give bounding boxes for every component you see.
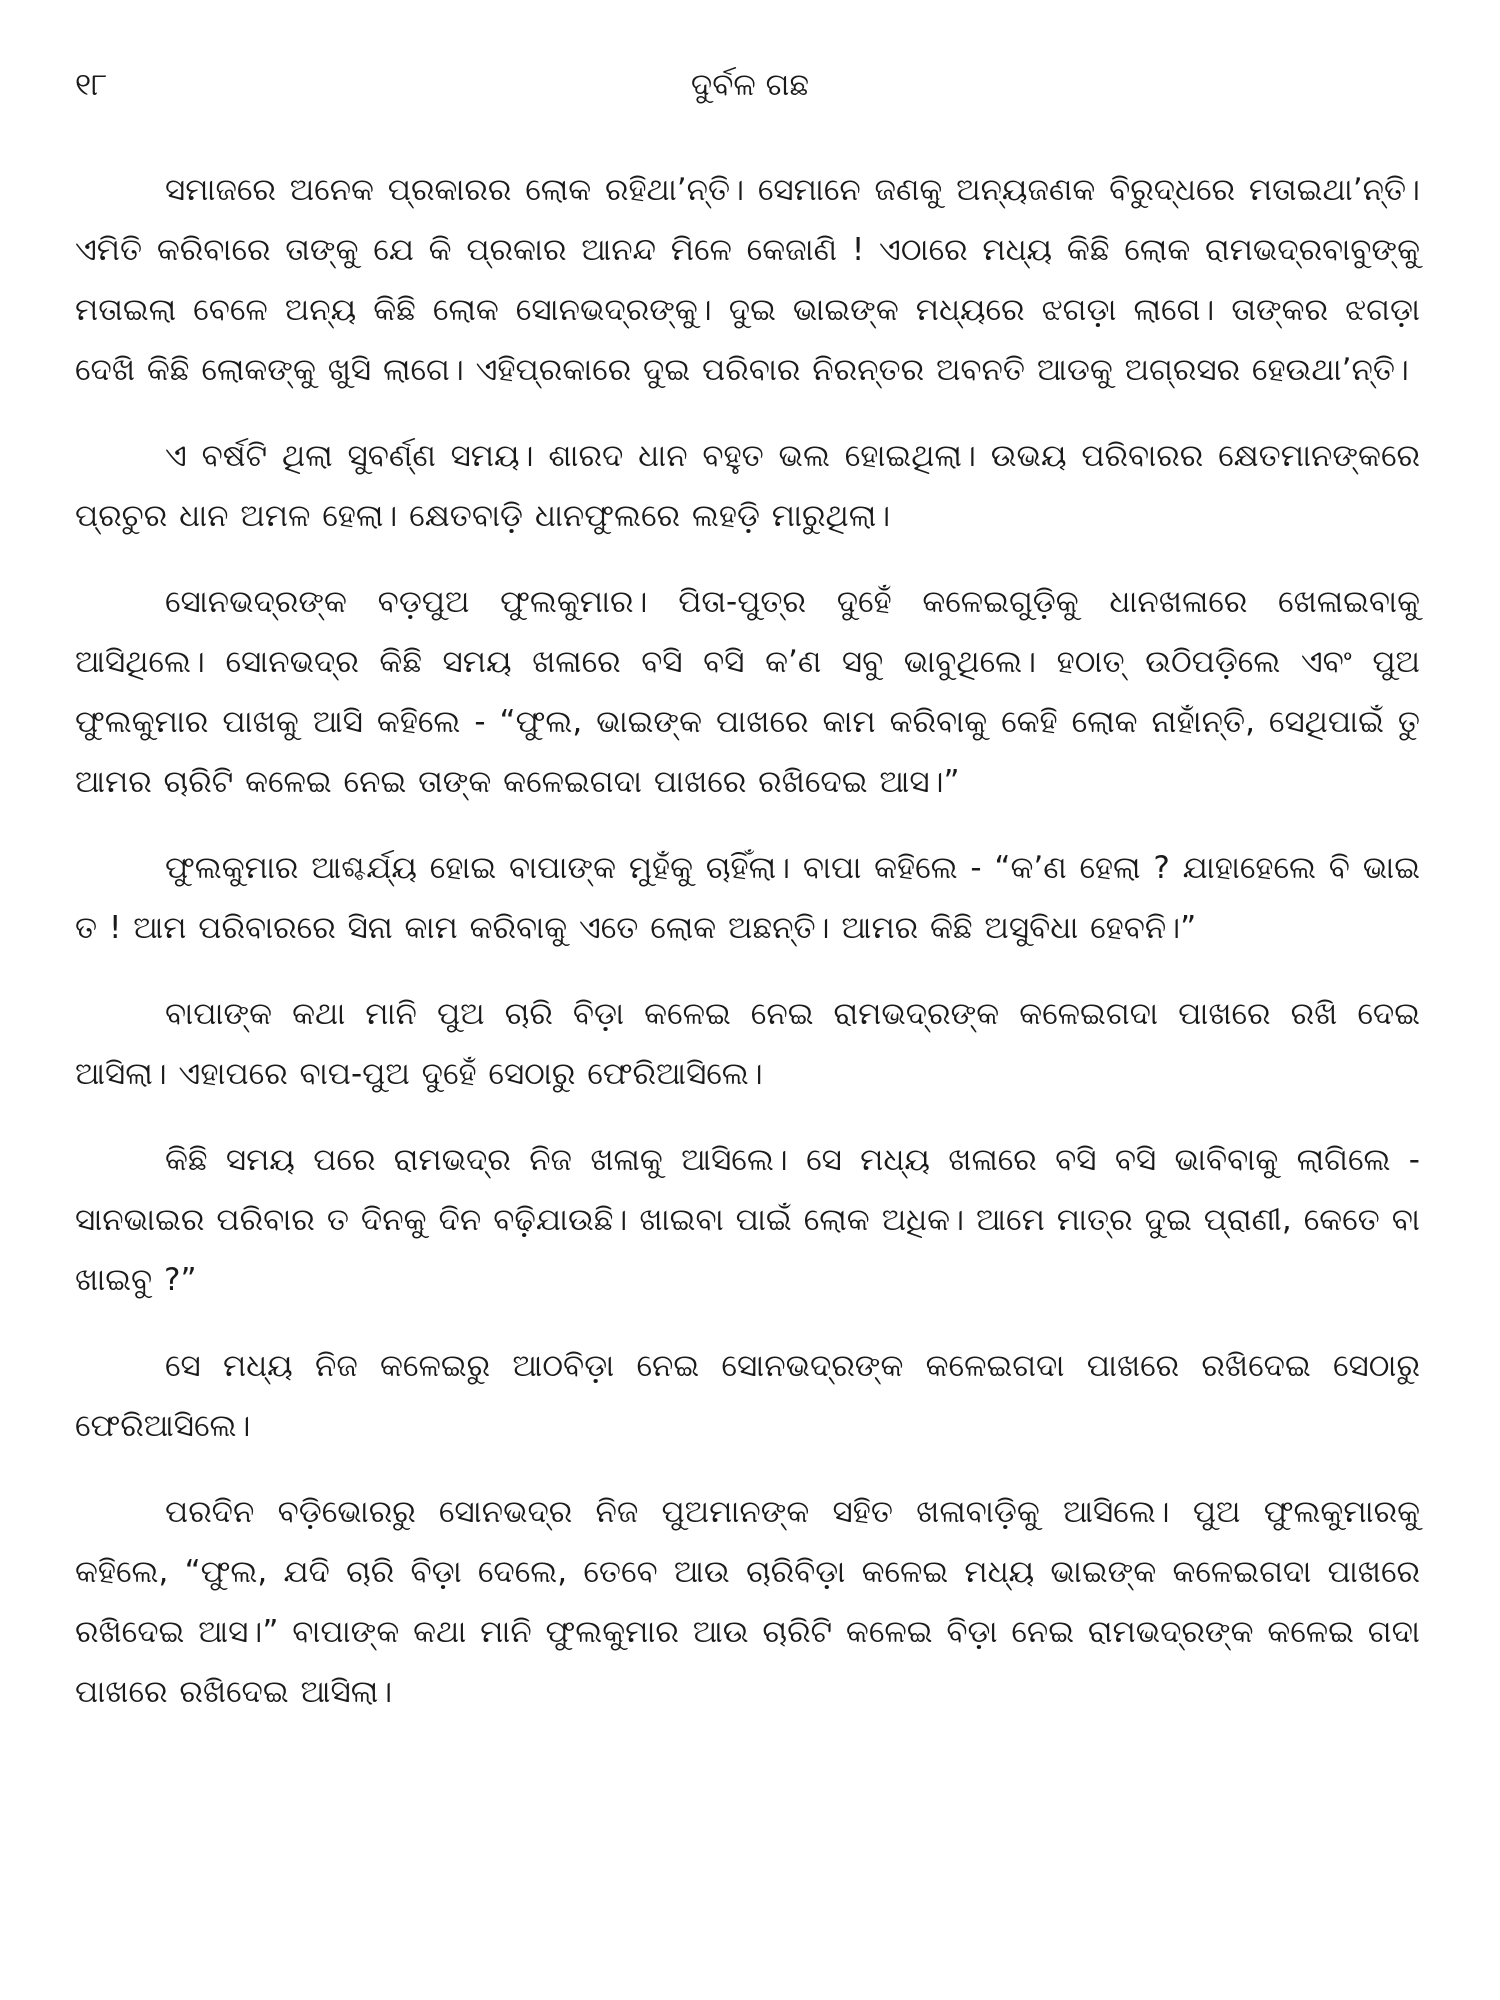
paragraph: କିଛି ସମୟ ପରେ ରାମଭଦ୍ର ନିଜ ଖଳାକୁ ଆସିଲେ। ସେ ମଧ୍ୟ ଖଳାରେ ବସି ବସି ଭାବିବାକୁ ଲାଗିଲେ - ସାନଭାଇର ପରିବାର ତ ଦିନକୁ ଦିନ ବଢ଼ିଯାଉଛି। ଖାଇବା ପାଇଁ ଲୋକ ଅଧିକ। ଆମେ ମାତ୍ର ଦୁଇ ପ୍ରାଣୀ, କେତେ ବା ଖାଇବୁ ?” [75, 1142, 1420, 1298]
paragraph: ସେ ମଧ୍ୟ ନିଜ କଳେଇରୁ ଆଠବିଡ଼ା ନେଇ ସୋନଭଦ୍ରଙ୍କ କଳେଇଗଦା ପାଖରେ ରଖିଦେଇ ସେଠାରୁ ଫେରିଆସିଲେ। [75, 1348, 1420, 1444]
paragraph: ଫୁଲକୁମାର ଆଶ୍ଚର୍ଯ୍ୟ ହୋଇ ବାପାଙ୍କ ମୁହଁକୁ ଚାହିଁଲା। ବାପା କହିଲେ - “କ’ଣ ହେଲା ? ଯାହାହେଲେ ବି ଭାଇ ତ ! ଆମ ପରିବାରରେ ସିନା କାମ କରିବାକୁ ଏତେ ଲୋକ ଅଛନ୍ତି। ଆମର କିଛି ଅସୁବିଧା ହେବନି।” [75, 850, 1420, 946]
paragraph: ଏ ବର୍ଷଟି ଥିଲା ସୁବର୍ଣ୍ଣ ସମୟ। ଶାରଦ ଧାନ ବହୁତ ଭଲ ହୋଇଥିଲା। ଉଭୟ ପରିବାରର କ୍ଷେତମାନଙ୍କରେ ପ୍ରଚୁର ଧାନ ଅମଳ ହେଲା। କ୍ଷେତବାଡ଼ି ଧାନଫୁଲରେ ଲହଡ଼ି ମାରୁଥିଲା। [75, 438, 1420, 534]
paragraph: ବାପାଙ୍କ କଥା ମାନି ପୁଅ ଚାରି ବିଡ଼ା କଳେଇ ନେଇ ରାମଭଦ୍ରଙ୍କ କଳେଇଗଦା ପାଖରେ ରଖି ଦେଇ ଆସିଲା। ଏହାପରେ ବାପ-ପୁଅ ଦୁହେଁ ସେଠାରୁ ଫେରିଆସିଲେ। [75, 996, 1420, 1092]
page-header [75, 60, 1425, 110]
page-number: ୧୮ [75, 67, 108, 103]
paragraph: ସୋନଭଦ୍ରଙ୍କ ବଡ଼ପୁଅ ଫୁଲକୁମାର। ପିତା-ପୁତ୍ର ଦୁହେଁ କଳେଇଗୁଡ଼ିକୁ ଧାନଖଳାରେ ଖେଳାଇବାକୁ ଆସିଥିଲେ। ସୋନଭଦ୍ର କିଛି ସମୟ ଖଳାରେ ବସି ବସି କ’ଣ ସବୁ ଭାବୁଥିଲେ। ହଠାତ୍ ଉଠିପଡ଼ିଲେ ଏବଂ ପୁଅ ଫୁଲକୁମାର ପାଖକୁ ଆସି କହିଲେ - “ଫୁଲ, ଭାଇଙ୍କ ପାଖରେ କାମ କରିବାକୁ କେହି ଲୋକ ନାହାଁନ୍ତି, ସେଥିପାଇଁ ତୁ ଆମର ଚାରିଟି କଳେଇ ନେଇ ତାଙ୍କ କଳେଇଗଦା ପାଖରେ ରଖିଦେଇ ଆସ।” [75, 584, 1420, 800]
paragraph: ସମାଜରେ ଅନେକ ପ୍ରକାରର ଲୋକ ରହିଥା’ନ୍ତି। ସେମାନେ ଜଣକୁ ଅନ୍ୟଜଣକ ବିରୁଦ୍ଧରେ ମତାଇଥା’ନ୍ତି। ଏମିତି କରିବାରେ ତାଙ୍କୁ ଯେ କି ପ୍ରକାର ଆନନ୍ଦ ମିଳେ କେଜାଣି ! ଏଠାରେ ମଧ୍ୟ କିଛି ଲୋକ ରାମଭଦ୍ରବାବୁଙ୍କୁ ମତାଇଲା ବେଳେ ଅନ୍ୟ କିଛି ଲୋକ ସୋନଭଦ୍ରଙ୍କୁ। ଦୁଇ ଭାଇଙ୍କ ମଧ୍ୟରେ ଝଗଡ଼ା ଲାଗେ। ତାଙ୍କର ଝଗଡ଼ା ଦେଖି କିଛି ଲୋକଙ୍କୁ ଖୁସି ଲାଗେ। ଏହିପ୍ରକାରେ ଦୁଇ ପରିବାର ନିରନ୍ତର ଅବନତି ଆଡକୁ ଅଗ୍ରସର ହେଉଥା’ନ୍ତି। [75, 172, 1420, 388]
paragraph: ପରଦିନ ବଡ଼ିଭୋରରୁ ସୋନଭଦ୍ର ନିଜ ପୁଅମାନଙ୍କ ସହିତ ଖଳାବାଡ଼ିକୁ ଆସିଲେ। ପୁଅ ଫୁଲକୁମାରକୁ କହିଲେ, “ଫୁଲ, ଯଦି ଚାରି ବିଡ଼ା ଦେଲେ, ତେବେ ଆଉ ଚାରିବିଡ଼ା କଳେଇ ମଧ୍ୟ ଭାଇଙ୍କ କଳେଇଗଦା ପାଖରେ ରଖିଦେଇ ଆସ।” ବାପାଙ୍କ କଥା ମାନି ଫୁଲକୁମାର ଆଉ ଚାରିଟି କଳେଇ ବିଡ଼ା ନେଇ ରାମଭଦ୍ରଙ୍କ କଳେଇ ଗଦା ପାଖରେ ରଖିଦେଇ ଆସିଲା। [75, 1494, 1420, 1710]
running-title: ଦୁର୍ବଳ ଗଛ [690, 67, 810, 103]
body-text [75, 160, 1420, 1748]
